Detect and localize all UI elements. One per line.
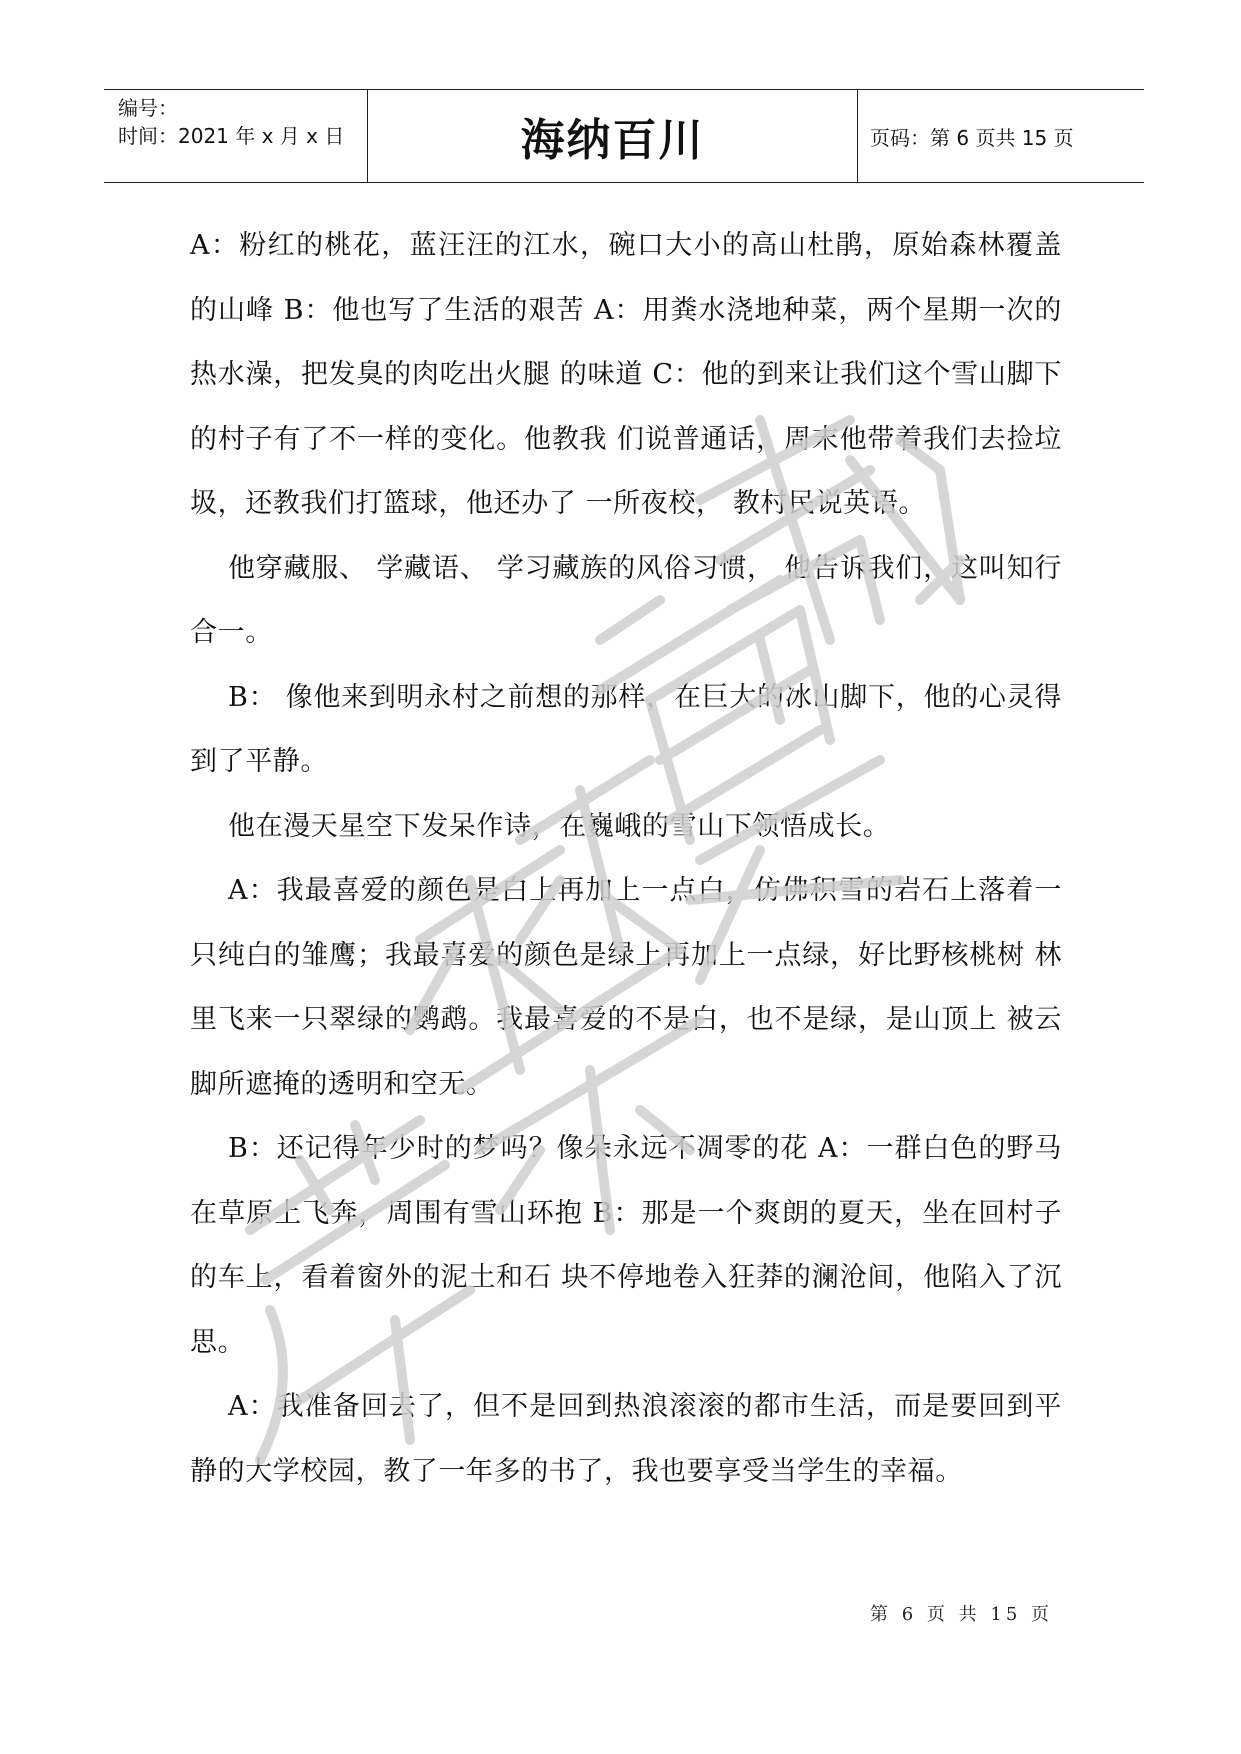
paragraph: A：我准备回去了，但不是回到热浪滚滚的都市生活，而是要回到平 静的大学校园，教了一年多的书了，我也要享受当学生的幸福。 — [190, 1391, 1072, 1487]
header-time-label: 时间：2021 年 x 月 x 日 — [118, 124, 345, 148]
paragraph: 他在漫天星空下发呆作诗，在巍峨的雪山下领悟成长。 — [228, 810, 891, 842]
paragraph: 他穿藏服、 学藏语、 学习藏族的风俗习惯， 他告诉我们，这叫知行合一。 — [190, 552, 1062, 648]
document-body — [190, 214, 1072, 1504]
document-header — [104, 89, 1144, 183]
paragraph: B： 像他来到明永村之前想的那样，在巨大的冰山脚下，他的心灵得 到了平静。 — [190, 681, 1072, 777]
header-number-label: 编号： — [118, 96, 178, 120]
page-footer: 第 6 页 共 15 页 — [870, 1604, 1053, 1625]
header-meta — [104, 90, 368, 182]
header-title: 海纳百川 — [368, 90, 858, 182]
paragraph: B：还记得年少时的梦吗？像朵永远不凋零的花 A：一群白色的野马在草原上飞奔，周围有雪山环抱 B：那是一个爽朗的夏天，坐在回村子的车上，看着窗外的泥土和石 块不停地卷入狂莽的澜沧间，他陷入了沉思。 — [190, 1133, 1062, 1358]
paragraph: A：我最喜爱的颜色是白上再加上一点白，仿佛积雪的岩石上落着一 只纯白的雏鹰；我最喜爱的颜色是绿上再加上一点绿，好比野核桃树 林里飞来一只翠绿的鹦鹉。我最喜爱的不是白，也不是绿，是山顶上 被云脚所遮掩的透明和空无。 — [190, 875, 1072, 1100]
paragraph: A：粉红的桃花，蓝汪汪的江水，碗口大小的高山杜鹃，原始森林覆盖的山峰 B：他也写了生活的艰苦 A：用粪水浇地种菜，两个星期一次的热水澡，把发臭的肉吃出火腿 的味道 C：他的到来让我们这个雪山脚下的村子有了不一样的变化。他教我 们说普通话，周末他带着我们去捡垃圾，还教我们打篮球，他还办了 一所夜校， 教村民说英语。 — [190, 230, 1062, 519]
header-page-code: 页码：第 6 页共 15 页 — [870, 125, 1074, 150]
